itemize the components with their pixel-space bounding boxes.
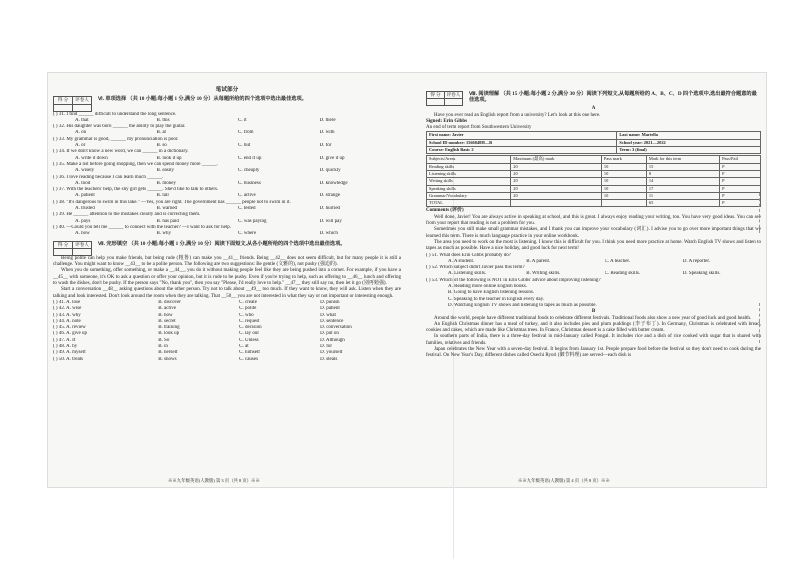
answer-option[interactable]: A. that bbox=[75, 117, 89, 123]
table-cell: 20 bbox=[511, 178, 602, 185]
info-cell: First name: Javier bbox=[427, 132, 617, 139]
answer-option[interactable]: B. in bbox=[158, 343, 168, 349]
answer-option[interactable]: D. yourself bbox=[320, 350, 343, 356]
answer-option[interactable]: B. how bbox=[158, 312, 173, 318]
answer-option[interactable]: C. where bbox=[238, 231, 257, 237]
grader-label: 评卷人 bbox=[444, 92, 462, 99]
answer-option[interactable]: C. causes bbox=[239, 356, 259, 362]
info-row bbox=[427, 139, 761, 146]
table-cell: Speaking skills bbox=[427, 185, 511, 192]
answer-option[interactable]: C. Reading skills. bbox=[604, 271, 641, 277]
column-header: Subjects/Areas bbox=[427, 156, 511, 163]
exam-sheet bbox=[47, 72, 767, 488]
passage-intro: Have you ever read an English report from a university? Let's look at this one here. bbox=[434, 112, 601, 118]
score-cell[interactable] bbox=[54, 104, 73, 111]
comment-paragraph: The area you need to work on the most is listening. I know this is difficult for you. I think you need more practice at home. Watch English TV shows and listen to tapes as much as possible. Have a nice holiday, and good luck for next term! bbox=[426, 239, 761, 252]
answer-option[interactable]: B. training bbox=[158, 325, 180, 331]
answer-option[interactable]: C. end it up bbox=[238, 155, 262, 161]
section-6-questions bbox=[53, 112, 401, 238]
answer-option[interactable]: D. put on bbox=[320, 331, 339, 337]
answer-option[interactable]: C. who bbox=[239, 312, 254, 318]
binding-margin bbox=[759, 193, 763, 233]
passage-b-label: B bbox=[591, 309, 596, 315]
section-8-title: Ⅷ. 阅读理解 （共 15 小题;每小题 2 分,满分 30 分）阅读下列短文,从每题所给的 A、B、C、D 四个选项中,选出最符合题意的最佳选项。 bbox=[468, 91, 757, 104]
column-header: Maximum (最高) mark bbox=[511, 156, 602, 163]
passage-b-paragraph: An English Christmas dinner has a meal of turkey, and it also includes pies and plum puddings (李子布丁). In Germany, Christmas is celebrated with bread, cookies and cakes, which are made like Christmas trees. In France, Christmas dessert is a cake filled with butter cream. bbox=[426, 321, 761, 334]
answer-option[interactable]: D. Speaking skills. bbox=[682, 271, 721, 277]
column-header: Pass mark bbox=[601, 156, 646, 163]
table-cell: P bbox=[720, 163, 761, 170]
section-6-header bbox=[53, 96, 401, 111]
answer-option[interactable]: B. So bbox=[158, 337, 170, 343]
answer-option[interactable]: B. has paid bbox=[156, 218, 179, 224]
answer-option[interactable]: C. business bbox=[238, 180, 261, 186]
question-stem: ( ) 33. My grammar is good, ______ my pronunciation is poor. bbox=[53, 136, 179, 142]
grader-label: 评卷人 bbox=[73, 241, 92, 248]
table-cell: Reading skills bbox=[427, 163, 511, 170]
table-cell: 14 bbox=[646, 178, 719, 185]
answer-option[interactable]: C. himself bbox=[239, 350, 260, 356]
question-stem: ( ) 37. With the teachers' help, the shy girl gets ______. She'd like to talk to others. bbox=[53, 187, 219, 193]
info-cell: School year: 2021—2022 bbox=[617, 139, 761, 146]
grader-cell[interactable] bbox=[73, 248, 92, 255]
answer-option[interactable]: D. strange bbox=[319, 193, 341, 199]
table-row bbox=[427, 178, 761, 185]
answer-option[interactable]: A. on bbox=[75, 130, 87, 136]
answer-option[interactable]: C. Speaking to the teacher in English every day. bbox=[448, 296, 545, 302]
answer-option[interactable]: A. patient bbox=[75, 193, 95, 199]
answer-option[interactable]: D. punish bbox=[320, 299, 340, 305]
answer-option[interactable]: A. trusted bbox=[75, 206, 95, 212]
table-cell: P bbox=[720, 200, 761, 207]
cloze-paragraph: Start a conversation __48__ asking questions about the other person. Try not to talk about __49__ too much. If they want to know, they will ask. Listen when they are talking and look interested. Don't look around the room when they are talking. That __50__ you are not interested in what they say or not important or interesting enough. bbox=[53, 287, 401, 299]
section-8-header bbox=[426, 91, 761, 106]
answer-option[interactable]: ( ) 46. A. give up bbox=[53, 331, 88, 337]
table-cell bbox=[601, 200, 646, 207]
cloze-paragraph: Being polite can help you make friends, but being rude (粗鲁) can make you __41__ friends. Being __42__ does not seem difficult, but for many people it is still a challenge. You might want to know __43__ to be a polite person. The following are two suggestions: Be gentle (文雅的), not pushy (强迫的). bbox=[53, 255, 401, 268]
answer-option[interactable]: C. tested bbox=[238, 206, 256, 212]
info-cell: Course: English Basic 2 bbox=[427, 147, 617, 154]
passage-a-label: A bbox=[591, 106, 596, 112]
answer-option[interactable]: B. money bbox=[156, 180, 176, 186]
table-row bbox=[427, 200, 761, 207]
answer-option[interactable]: C. cheaply bbox=[238, 168, 260, 174]
column-header: Mark for this term bbox=[646, 156, 719, 163]
report-signed: Signed: Erin Gibbs bbox=[426, 118, 468, 124]
table-cell: 17 bbox=[646, 185, 719, 192]
table-cell bbox=[511, 200, 602, 207]
question-stem: ( ) 36. I love reading because I can learn much ______. bbox=[53, 174, 164, 180]
table-cell: 10 bbox=[601, 170, 646, 177]
table-cell: 65 bbox=[646, 200, 719, 207]
table-cell: 15 bbox=[646, 163, 719, 170]
answer-option[interactable]: A. Listening skills. bbox=[448, 271, 487, 277]
answer-option[interactable]: C. lay out bbox=[239, 331, 259, 337]
table-row bbox=[427, 185, 761, 192]
table-cell: P bbox=[720, 192, 761, 199]
answer-option[interactable]: B. warned bbox=[156, 206, 178, 212]
reading-questions bbox=[426, 253, 761, 310]
answer-option[interactable]: A. wisely bbox=[75, 168, 95, 174]
table-cell: 10 bbox=[601, 178, 646, 185]
part-title: 笔试部分 bbox=[215, 87, 239, 93]
table-cell: P bbox=[720, 178, 761, 185]
answer-option[interactable]: B. Going to have English listening lessons. bbox=[448, 290, 535, 296]
table-cell: 10 bbox=[601, 185, 646, 192]
score-box bbox=[53, 96, 92, 111]
answer-option[interactable]: B. tall bbox=[156, 193, 169, 199]
answer-option[interactable]: B. shows bbox=[158, 356, 177, 362]
score-label: 得 分 bbox=[54, 97, 73, 104]
comment-paragraph: Sometimes you still make small grammar mistakes, and I thank you can improve your vocabulary (词汇). I advise you to go over more important things that we learned this term. There is much language practice in your online workbook. bbox=[426, 227, 761, 239]
marks-table bbox=[426, 155, 761, 207]
answer-option[interactable]: B. easily bbox=[156, 168, 174, 174]
table-cell: 11 bbox=[646, 192, 719, 199]
score-box bbox=[53, 241, 92, 256]
score-label: 得 分 bbox=[54, 241, 73, 248]
table-cell: 20 bbox=[511, 163, 602, 170]
answer-option[interactable]: D. A reporter. bbox=[682, 258, 710, 264]
option-row bbox=[53, 219, 401, 225]
answer-option[interactable]: B. A parent. bbox=[526, 258, 551, 264]
grader-cell[interactable] bbox=[73, 104, 92, 111]
answer-option[interactable]: B. so bbox=[156, 143, 167, 149]
answer-option[interactable]: D. sentence bbox=[320, 318, 344, 324]
table-cell: Grammar/Vocabulary bbox=[427, 192, 511, 199]
question-stem: ( ) 40. —Could you tell me ______ to connect with the teacher? —I want to ask for help. bbox=[53, 224, 232, 230]
cloze-options bbox=[53, 300, 401, 363]
answer-option[interactable]: D. what bbox=[320, 312, 336, 318]
question-stem: ( ) 34. If we don't know a new word, we can ______ in a dictionary. bbox=[53, 149, 189, 155]
option-row bbox=[426, 271, 761, 277]
answer-option[interactable]: C. was paying bbox=[238, 218, 267, 224]
answer-option[interactable]: C. request bbox=[239, 318, 260, 324]
answer-option[interactable]: B. look it up bbox=[156, 155, 182, 161]
answer-option[interactable]: ( ) 50. A. treats bbox=[53, 356, 83, 362]
section-7-title: Ⅶ. 完形填空 （共 10 小题;每小题 1 分,满分 10 分）阅读下面短文,从各小题所给的四个选项中选出最佳选项。 bbox=[98, 240, 346, 247]
table-cell: 20 bbox=[511, 185, 602, 192]
answer-option[interactable]: B. Writing skills. bbox=[526, 271, 561, 277]
table-cell: Listening skills bbox=[427, 170, 511, 177]
answer-option[interactable]: ( ) 42. A. wise bbox=[53, 306, 82, 312]
answer-option[interactable]: D. conversation bbox=[320, 325, 352, 331]
question-stem: ( ) 51. What does Erin Gibbs probably do? bbox=[426, 252, 512, 258]
question-stem: ( ) 35. Make a list before going shopping, then we can spend money more ______. bbox=[53, 161, 218, 167]
answer-option[interactable]: B. why bbox=[156, 231, 171, 237]
table-cell: TOTAL bbox=[427, 200, 511, 207]
marks-header-row bbox=[427, 156, 761, 163]
answer-option[interactable]: C. at bbox=[239, 343, 249, 349]
answer-option[interactable]: B. at bbox=[156, 130, 166, 136]
passage-b-paragraph: In southern parts of India, there is a three-day festival in mid-January called Pongal. It includes rice and a dish of rice cooked with sugar that is shared with families, relatives and friends. bbox=[426, 334, 761, 346]
option-row bbox=[53, 168, 401, 174]
question-stem: ( ) 31. I find ______ difficult to understand the long sentence. bbox=[53, 111, 177, 117]
answer-option[interactable]: A. A student. bbox=[448, 258, 475, 264]
answer-option[interactable]: C. but bbox=[238, 143, 251, 149]
answer-option[interactable]: ( ) 48. A. by bbox=[53, 343, 78, 349]
answer-option[interactable]: A. or bbox=[75, 143, 86, 149]
answer-option[interactable]: ( ) 41. A. lose bbox=[53, 299, 81, 305]
cloze-paragraph: When you do something, offer something, or make a __44__, you do it without making people feel like they are being pushed into a corner. For example, if you have a __45__ with someone, it's OK to ask a question or offer your opinion, but it is rude to be pushy. Even if you're trying to help, such as offering to __46__ lunch and offering to wash the dishes, don't be pushy. If the person says "No, thank you", then you say "Please, I'd really love to help." __47__ they still say no, then let it go (别再勉强). bbox=[53, 268, 401, 287]
left-page bbox=[53, 73, 401, 363]
option-row bbox=[53, 193, 401, 199]
answer-option[interactable]: C. it bbox=[238, 117, 247, 123]
answer-option[interactable]: C. create bbox=[239, 299, 257, 305]
answer-option[interactable]: A. food bbox=[75, 180, 91, 186]
answer-option[interactable]: D. which bbox=[319, 231, 338, 237]
report-info-table bbox=[426, 131, 761, 154]
section-6-title: Ⅵ. 单项选择 （共 10 小题;每小题 1 分,满分 10 分）从每题所给的四个选项中选出最佳选项。 bbox=[98, 96, 307, 103]
table-row bbox=[427, 170, 761, 177]
score-box bbox=[426, 91, 463, 106]
table-cell: 20 bbox=[511, 170, 602, 177]
table-cell: P bbox=[720, 185, 761, 192]
option-row bbox=[53, 231, 401, 237]
answer-option[interactable]: ( ) 47. A. If bbox=[53, 337, 76, 343]
table-row bbox=[427, 163, 761, 170]
info-row bbox=[427, 147, 761, 154]
table-cell: 10 bbox=[601, 192, 646, 199]
table-cell: F bbox=[720, 170, 761, 177]
answer-option[interactable]: C. active bbox=[238, 193, 256, 199]
answer-option[interactable]: B. herself bbox=[158, 350, 178, 356]
option-row bbox=[53, 357, 401, 363]
question-stem: ( ) 52. Which subject didn't Javier pass this term? bbox=[426, 265, 525, 271]
option-row bbox=[53, 130, 401, 136]
answer-option[interactable]: A. how bbox=[75, 231, 90, 237]
answer-option[interactable]: D. patient bbox=[320, 306, 340, 312]
answer-option[interactable]: B. secret bbox=[158, 318, 176, 324]
answer-option[interactable]: D. will pay bbox=[319, 218, 342, 224]
answer-option[interactable]: D. for bbox=[320, 343, 333, 349]
answer-option[interactable]: B. discover bbox=[158, 299, 181, 305]
answer-option[interactable]: C. A teacher. bbox=[604, 258, 631, 264]
table-cell: 8 bbox=[646, 170, 719, 177]
score-label: 得 分 bbox=[427, 92, 445, 99]
passage-b-paragraph: Around the world, people have different traditional foods to celebrate different festivals. Traditional foods also show a new year of good luck and good health. bbox=[434, 315, 752, 321]
answer-option[interactable]: C. decision bbox=[239, 325, 262, 331]
right-footer: ※※九年级英语(人教版) 第 4 页（共 8 页）※※ bbox=[518, 478, 610, 483]
answer-option[interactable]: D. give it up bbox=[319, 155, 345, 161]
answer-option[interactable]: C. Unless bbox=[239, 337, 259, 343]
answer-option[interactable]: D. Although bbox=[320, 337, 345, 343]
answer-option[interactable]: D. Watching English TV shows and listening to tapes as much as possible. bbox=[448, 302, 597, 308]
answer-option[interactable]: D. for bbox=[319, 143, 332, 149]
answer-option[interactable]: D. knowledge bbox=[319, 180, 348, 186]
info-cell: School ID number: 1566048H—B bbox=[427, 139, 617, 146]
answer-option[interactable]: B. this bbox=[156, 117, 170, 123]
answer-option[interactable]: ( ) 49. A. myself bbox=[53, 350, 86, 356]
answer-option[interactable]: D. hurried bbox=[319, 206, 341, 212]
right-page bbox=[426, 73, 761, 360]
table-cell: 20 bbox=[511, 192, 602, 199]
answer-option[interactable]: C. polite bbox=[239, 306, 257, 312]
answer-option[interactable]: ( ) 45. A. review bbox=[53, 325, 86, 331]
answer-option[interactable]: A. pays bbox=[75, 218, 91, 224]
table-cell: Writing skills bbox=[427, 178, 511, 185]
answer-option[interactable]: D. there bbox=[319, 117, 336, 123]
question-stem: ( ) 38. "It's dangerous to swim in this lake." —Yes, you are right. The government has ______ people not to swim in it. bbox=[53, 199, 291, 205]
score-cell[interactable] bbox=[54, 248, 73, 255]
question-stem: ( ) 53. Which of the following is NOT in Erin Gibbs' advice about improving listening? bbox=[426, 277, 601, 283]
section-7-header bbox=[53, 241, 401, 256]
question-stem: ( ) 39. He ______ attention to the mistakes clearly and is correcting them. bbox=[53, 212, 201, 218]
table-cell: 10 bbox=[601, 163, 646, 170]
question-stem: ( ) 32. His daughter was born ______ the ability to play the guitar. bbox=[53, 124, 186, 130]
left-footer: ※※九年级英语(人教版) 第 3 页（共 8 页）※※ bbox=[168, 478, 260, 483]
report-heading: An end of term report from Southwestern University bbox=[426, 125, 532, 131]
score-cell[interactable] bbox=[427, 99, 445, 106]
answer-option[interactable]: D. steals bbox=[320, 356, 338, 362]
table-row bbox=[427, 192, 761, 199]
answer-option[interactable]: D. with bbox=[319, 130, 335, 136]
grader-label: 评卷人 bbox=[73, 97, 92, 104]
info-cell: Term: 3 (final) bbox=[617, 147, 761, 154]
answer-option[interactable]: A. write it down bbox=[75, 155, 108, 161]
info-row bbox=[427, 132, 761, 139]
column-header: Pass/Fail bbox=[720, 156, 761, 163]
answer-option[interactable]: B. active bbox=[158, 306, 176, 312]
grader-cell[interactable] bbox=[444, 99, 462, 106]
passage-b-paragraph: Japan celebrates the New Year with a seven-day festival. It begins from January 1st. People prepare food before the festival so they don't need to cook during the festival. On New Year's Day, different dishes called Osechi Ryori (御节料理) are served—each dish is bbox=[426, 346, 761, 359]
binding-margin bbox=[759, 303, 763, 343]
info-cell: Last name: Martella bbox=[617, 132, 761, 139]
comments-label: Comments (评价) bbox=[426, 208, 464, 214]
answer-option[interactable]: ( ) 44. A. note bbox=[53, 318, 81, 324]
answer-option[interactable]: B. look up bbox=[158, 331, 180, 337]
answer-option[interactable]: A. Reading more online English books. bbox=[448, 284, 528, 290]
answer-option[interactable]: ( ) 43. A. why bbox=[53, 312, 81, 318]
comment-paragraph: Well done, Javier! You are always active in speaking at school, and this is great. I always enjoy reading your writing, too. You have very good ideas. You can see from your report that reading is not a problem for you. bbox=[426, 214, 761, 227]
answer-option[interactable]: D. quickly bbox=[319, 168, 341, 174]
answer-option[interactable]: C. from bbox=[238, 130, 254, 136]
